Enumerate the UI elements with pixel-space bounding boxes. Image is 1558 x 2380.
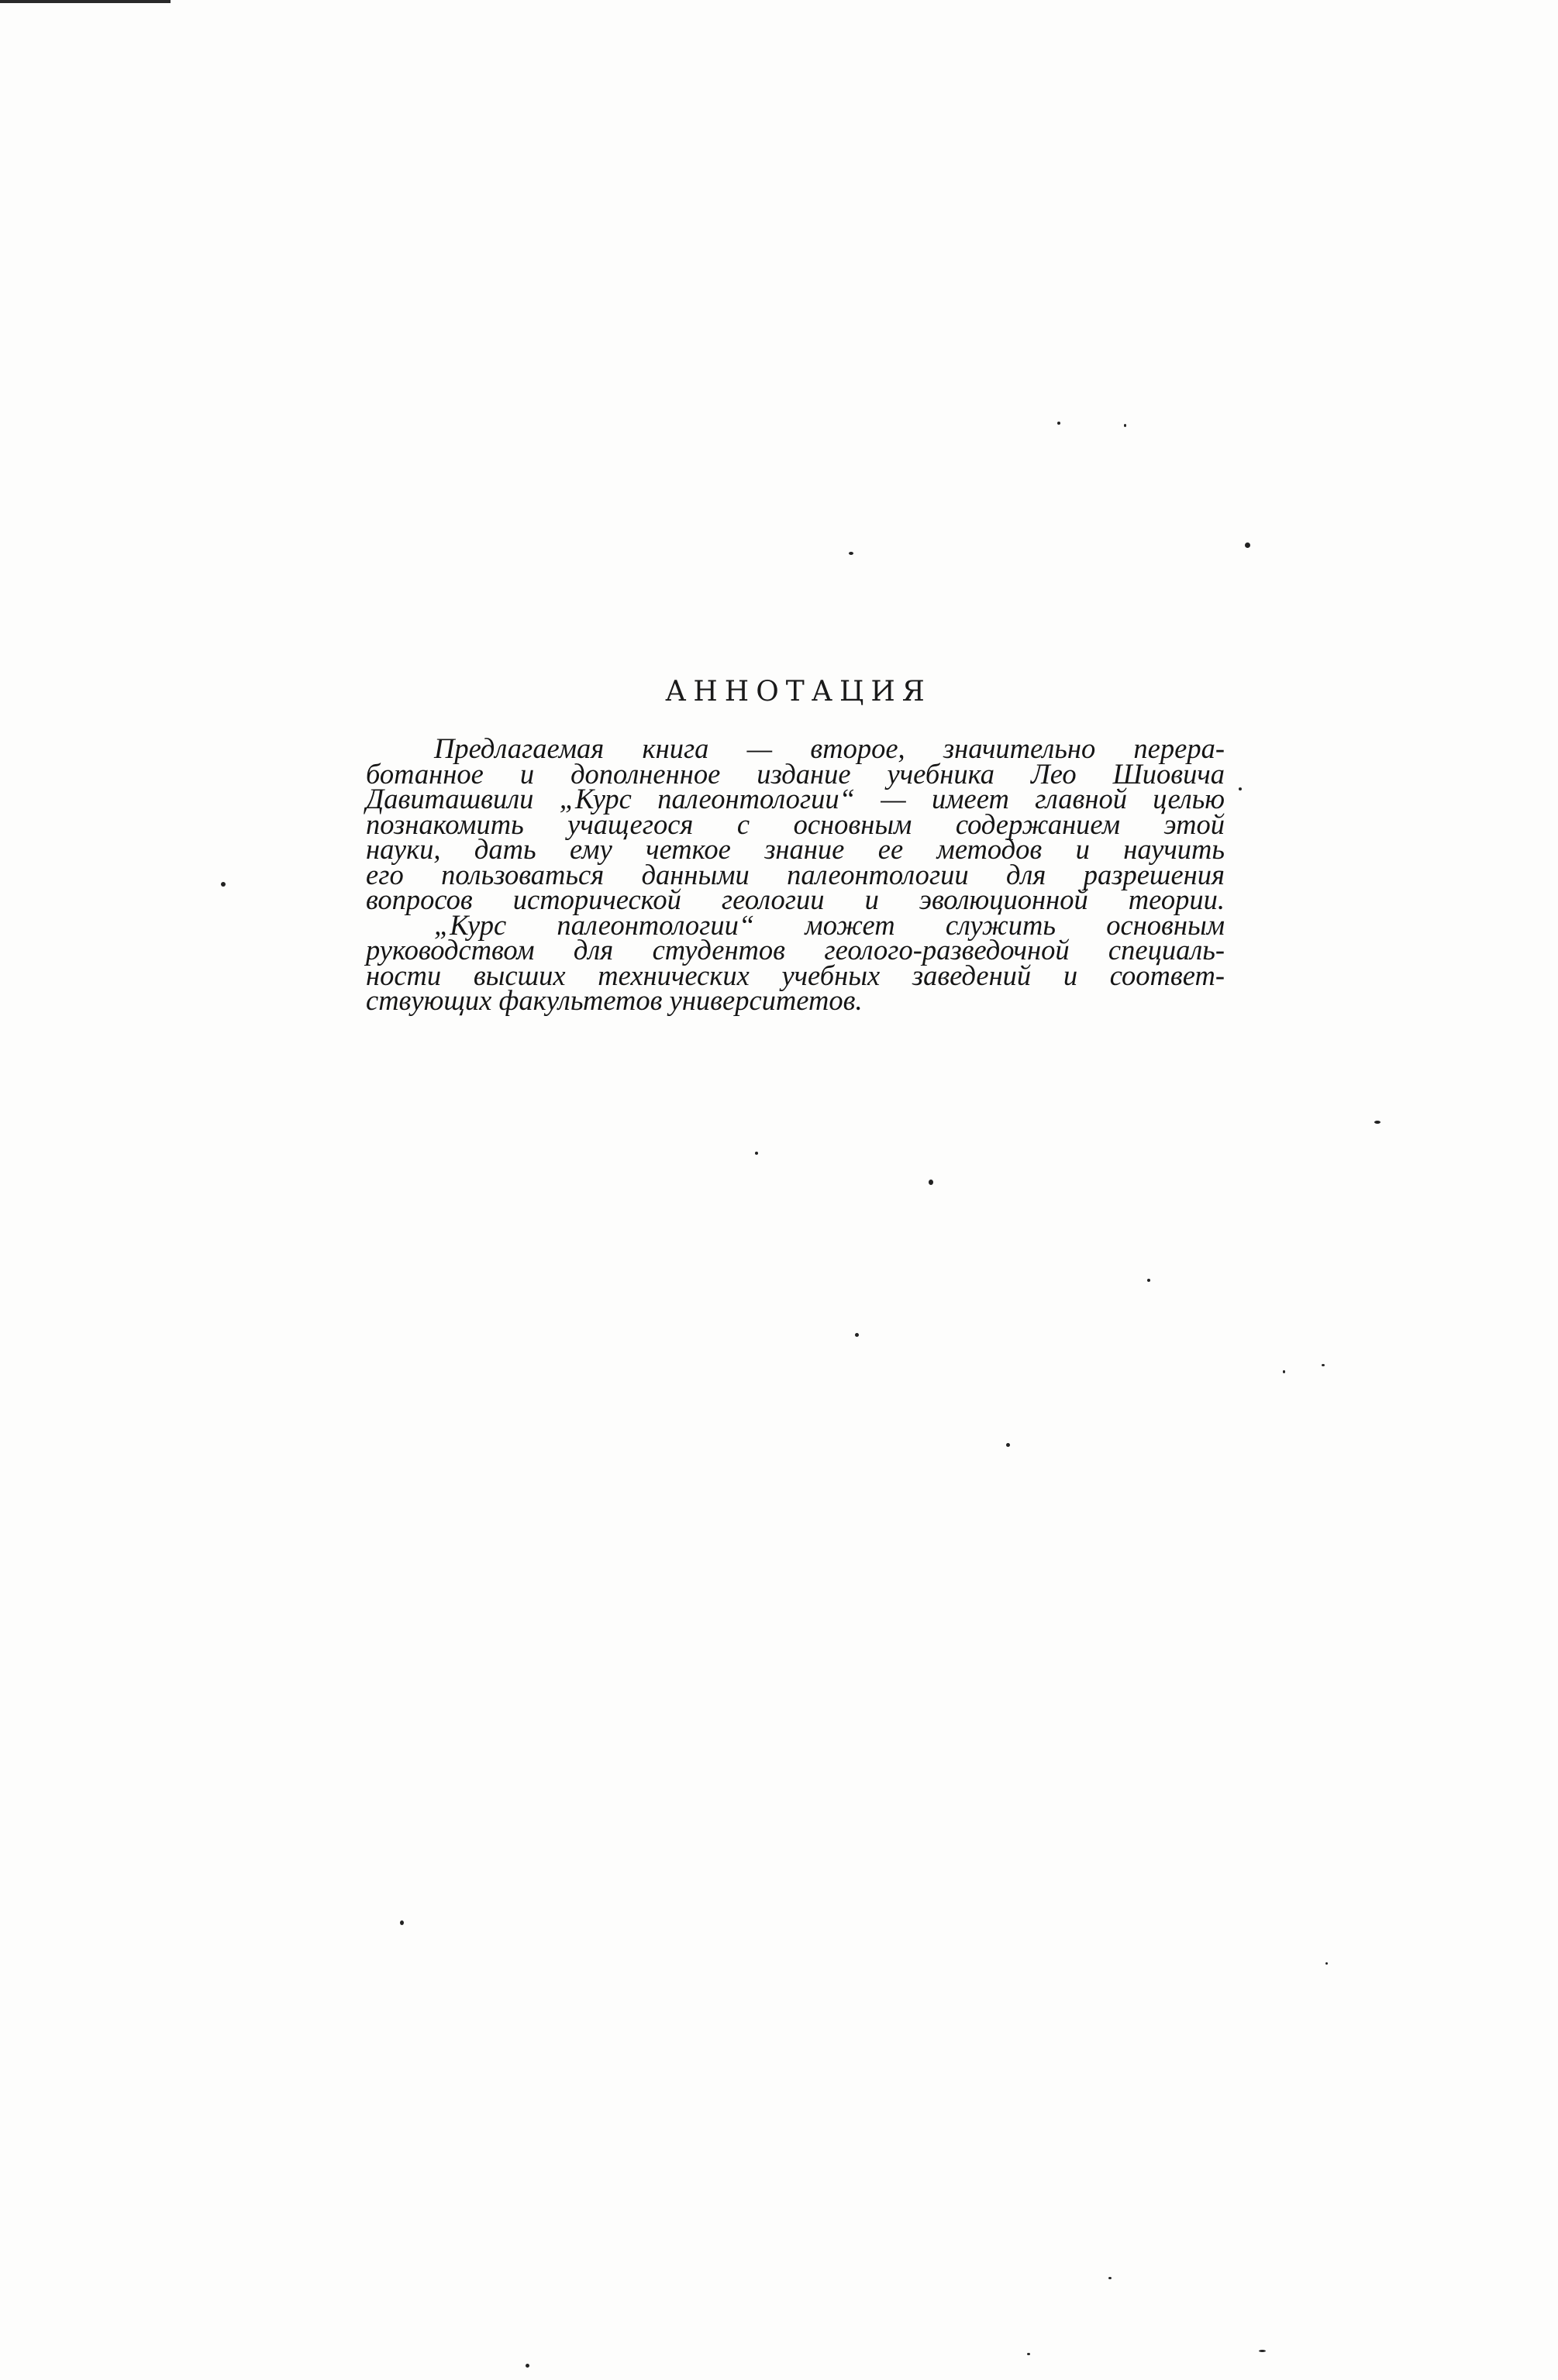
annotation-text xyxy=(366,732,1225,1016)
scan-edge-mark xyxy=(0,0,171,3)
scan-speck xyxy=(849,552,853,555)
text-line: ности высших технических учебных заведений и соответ- xyxy=(366,959,1225,991)
text-line: ствующих факультетов университетов. xyxy=(366,984,863,1016)
scan-speck xyxy=(1325,1962,1328,1965)
text-line: вопросов исторической геологии и эволюционной теории. xyxy=(366,883,1225,915)
scan-speck xyxy=(1027,2353,1030,2355)
annotation-heading: АННОТАЦИЯ xyxy=(665,676,932,708)
text-line: Предлагаемая книга — второе, значительно перера- xyxy=(434,732,1225,764)
scan-speck xyxy=(1259,2350,1266,2352)
scan-speck xyxy=(1374,1121,1380,1124)
text-line: науки, дать ему четкое знание ее методов и научить xyxy=(366,833,1225,865)
text-line: ботанное и дополненное издание учебника Лео Шиовича xyxy=(366,757,1225,790)
text-line: его пользоваться данными палеонтологии для разрешения xyxy=(366,858,1225,890)
scan-speck xyxy=(221,882,226,887)
scan-speck xyxy=(1239,787,1242,790)
scan-speck xyxy=(755,1152,758,1155)
scan-speck xyxy=(855,1333,859,1337)
text-line: Давиташвили „Курс палеонтологии“ — имеет главной целью xyxy=(366,783,1225,815)
scan-speck xyxy=(929,1180,933,1185)
scan-speck xyxy=(526,2364,529,2368)
scan-speck xyxy=(1283,1370,1285,1373)
scan-speck xyxy=(1057,422,1060,425)
scan-speck xyxy=(1124,424,1126,427)
scan-speck xyxy=(1108,2277,1112,2279)
scan-speck xyxy=(1006,1443,1010,1447)
text-line: руководством для студентов геолого-разведочной специаль- xyxy=(366,934,1225,966)
scan-speck xyxy=(1245,542,1250,548)
scan-speck xyxy=(1147,1279,1150,1282)
text-line: познакомить учащегося с основным содержанием этой xyxy=(366,808,1225,840)
text-line: „Курс палеонтологии“ может служить основным xyxy=(434,908,1225,941)
scan-speck xyxy=(1322,1364,1325,1366)
scan-speck xyxy=(400,1920,404,1925)
